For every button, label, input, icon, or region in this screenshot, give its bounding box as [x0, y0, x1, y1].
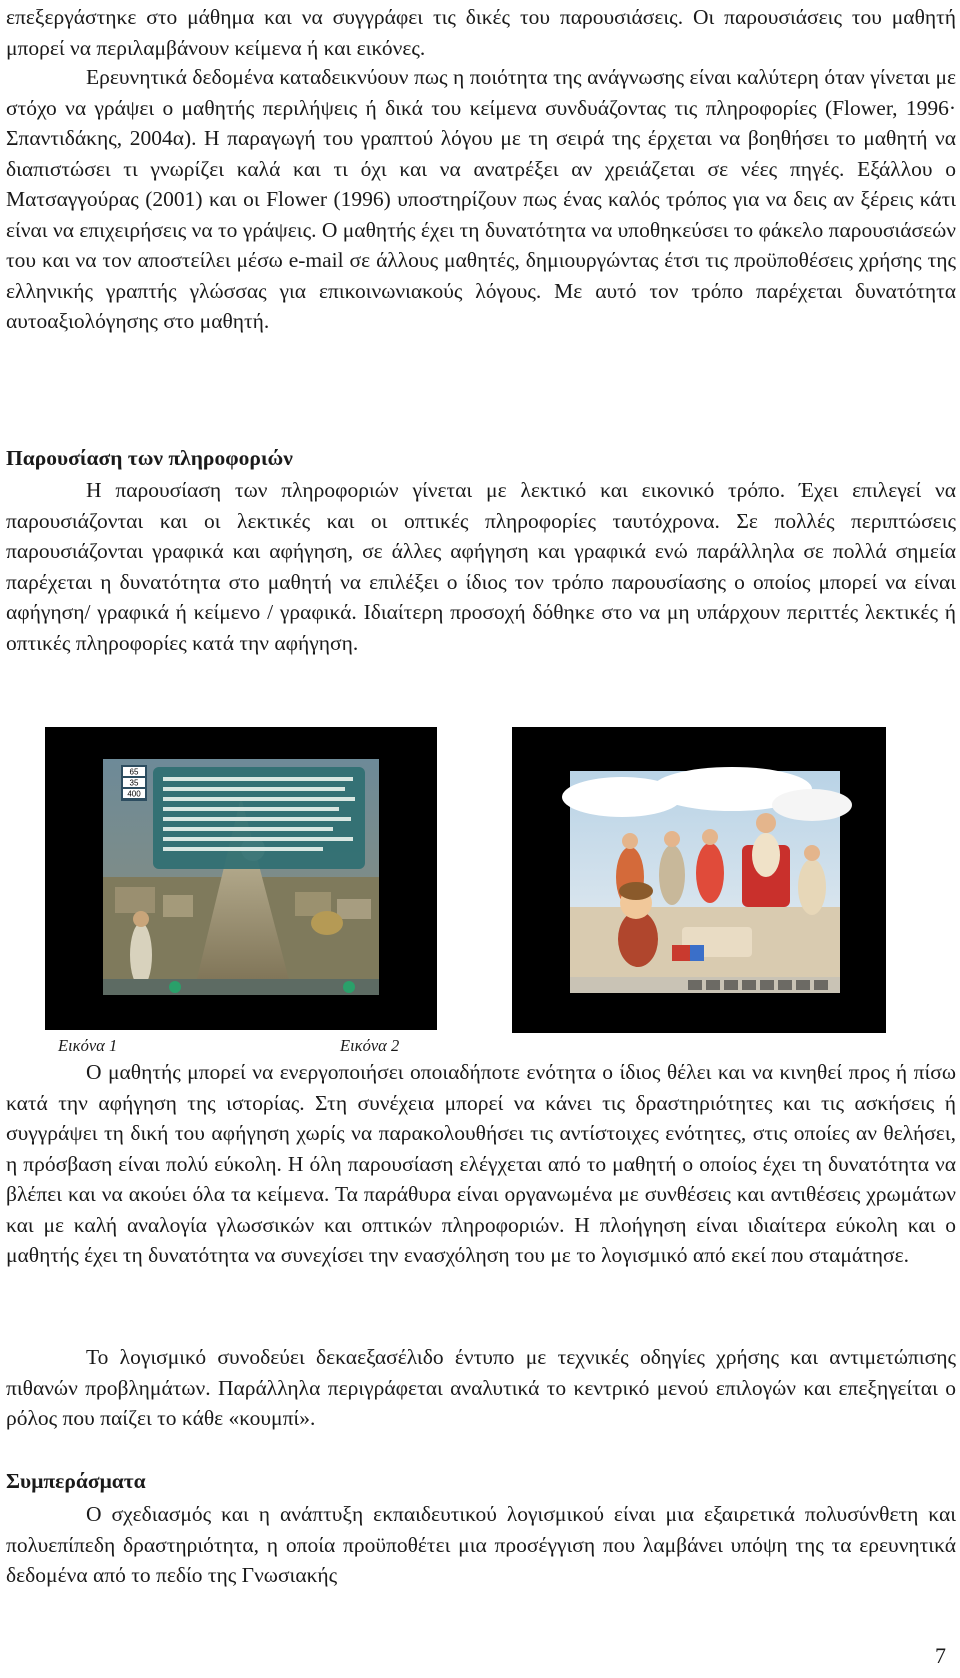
paragraph-manual: [6, 1342, 956, 1434]
figure-1-value-1: 65: [129, 767, 139, 777]
heading-conclusions: Συμπεράσματα: [6, 1469, 146, 1493]
paragraph-intro-end: επεξεργάστηκε στο μάθημα και να συγγράφει τις δικές του παρουσιάσεις. Οι παρουσιάσεις του μαθητή μπορεί να περιλαμβάνουν κείμενα ή και εικόνες.: [6, 5, 956, 60]
paragraph-navigation-text: Ο μαθητής μπορεί να ενεργοποιήσει οποιαδήποτε ενότητα ο ίδιος θέλει και να κινηθεί προς ή πίσω κατά την αφήγηση της ιστορίας. Στη συνέχεια μπορεί να κάνει τις δραστηριότητες και τις ασκήσεις ή συγγράψει τη δική του αφήγηση χωρίς να παρακολουθήσει τις αντίστοιχες ενότητες, στις οποίες αν θελήσει, η πρόσβαση είναι πολύ εύκολη. Η όλη παρουσίαση ελέγχεται από το μαθητή ο οποίος έχει τη δυνατότητα να βλέπει και να ακούει όλα τα κείμενα. Τα παράθυρα είναι οργανωμένα με συνθέσεις και αντιθέσεις χρωμάτων και με καλή αναλογία γλωσσικών και οπτικών πληροφοριών. Η πλοήγηση είναι ιδιαίτερα εύκολη και ο μαθητής έχει τη δυνατότητα να συνεχίσει την ενασχόληση του με το λογισμικό από εκεί που σταμάτησε.: [6, 1060, 956, 1267]
heading-presentation: Παρουσίαση των πληροφοριών: [6, 446, 293, 470]
figure-2-screenshot: [512, 727, 886, 1033]
document-page: [6, 0, 956, 1678]
paragraph-conclusions: [6, 1499, 956, 1591]
figure-1-caption: Εικόνα 1: [58, 1036, 118, 1055]
page-number: 7: [935, 1643, 946, 1668]
figure-1-value-2: 35: [129, 778, 139, 788]
figure-1-screenshot: [45, 727, 437, 1030]
figure-2-image: [512, 727, 886, 1033]
paragraph-presentation: [6, 475, 956, 658]
paragraph-navigation: [6, 1057, 956, 1271]
paragraph-research-text: Ερευνητικά δεδομένα καταδεικνύουν πως η ποιότητα της ανάγνωσης είναι καλύτερη όταν γίνεται με στόχο να γράψει ο μαθητής περιλήψεις ή δικά του κείμενα συνδυάζοντας τις πληροφορίες (Flower, 1996· Σπαντιδάκης, 2004α). Η παραγωγή του γραπτού λόγου με τη σειρά της έρχεται να βοηθήσει το μαθητή να διαπιστώσει τι γνωρίζει καλά και τι όχι και να ανατρέξει αν χρειάζεται σε νέες πηγές. Εξάλλου ο Ματσαγγούρας (2001) και οι Flower (1996) υποστηρίζουν πως ένας καλός τρόπος για να δεις αν ξέρεις κάτι είναι να επιχειρήσεις να το γράψεις. Ο μαθητής έχει τη δυνατότητα να υποθηκεύσει το φάκελο παρουσιάσεών του και να τον αποστείλει μέσω e-mail σε άλλους μαθητές, δημιουργώντας έτσι τις προϋποθέσεις χρήσης της ελληνικής γραπτής γλώσσας για επικοινωνιακούς λόγους. Με αυτό τον τρόπο παρέχεται δυνατότητα αυτοαξιολόγησης στο μαθητή.: [6, 65, 956, 333]
paragraph-presentation-text: Η παρουσίαση των πληροφοριών γίνεται με λεκτικό και εικονικό τρόπο. Έχει επιλεγεί να παρουσιάζονται και οι λεκτικές και οι οπτικές πληροφορίες ταυτόχρονα. Σε πολλές περιπτώσεις παρουσιάζονται γραφικά και αφήγηση, σε άλλες αφήγηση και γραφικά ενώ παράλληλα σε πολλά σημεία παρέχεται η δυνατότητα στο μαθητή να επιλέξει ο ίδιος τον τρόπο παρουσίασης ο οποίος μπορεί να είναι αφήγηση/ γραφικά ή κείμενο / γραφικά. Ιδιαίτερη προσοχή δόθηκε στο να μη υπάρχουν περιττές λεκτικές ή οπτικές πληροφορίες κατά την αφήγηση.: [6, 478, 956, 655]
paragraph-research: [6, 62, 956, 337]
figure-1-value-3: 400: [127, 789, 141, 799]
figure-1-image: [45, 727, 437, 1030]
paragraph-manual-text: Το λογισμικό συνοδεύει δεκαεξασέλιδο έντυπο με τεχνικές οδηγίες χρήσης και αντιμετώπισης πιθανών προβλημάτων. Παράλληλα περιγράφεται αναλυτικά το κεντρικό μενού επιλογών και επεξηγείται ο ρόλος που παίζει το κάθε «κουμπί».: [6, 1345, 956, 1430]
figure-2-caption: Εικόνα 2: [340, 1036, 400, 1055]
paragraph-conclusions-text: Ο σχεδιασμός και η ανάπτυξη εκπαιδευτικού λογισμικού είναι μια εξαιρετικά πολυσύνθετη και πολυεπίπεδη δραστηριότητα, η οποία προϋποθέτει μια προσέγγιση που λαμβάνει υπόψη της τα ερευνητικά δεδομένα από το πεδίο της Γνωσιακής: [6, 1502, 956, 1587]
